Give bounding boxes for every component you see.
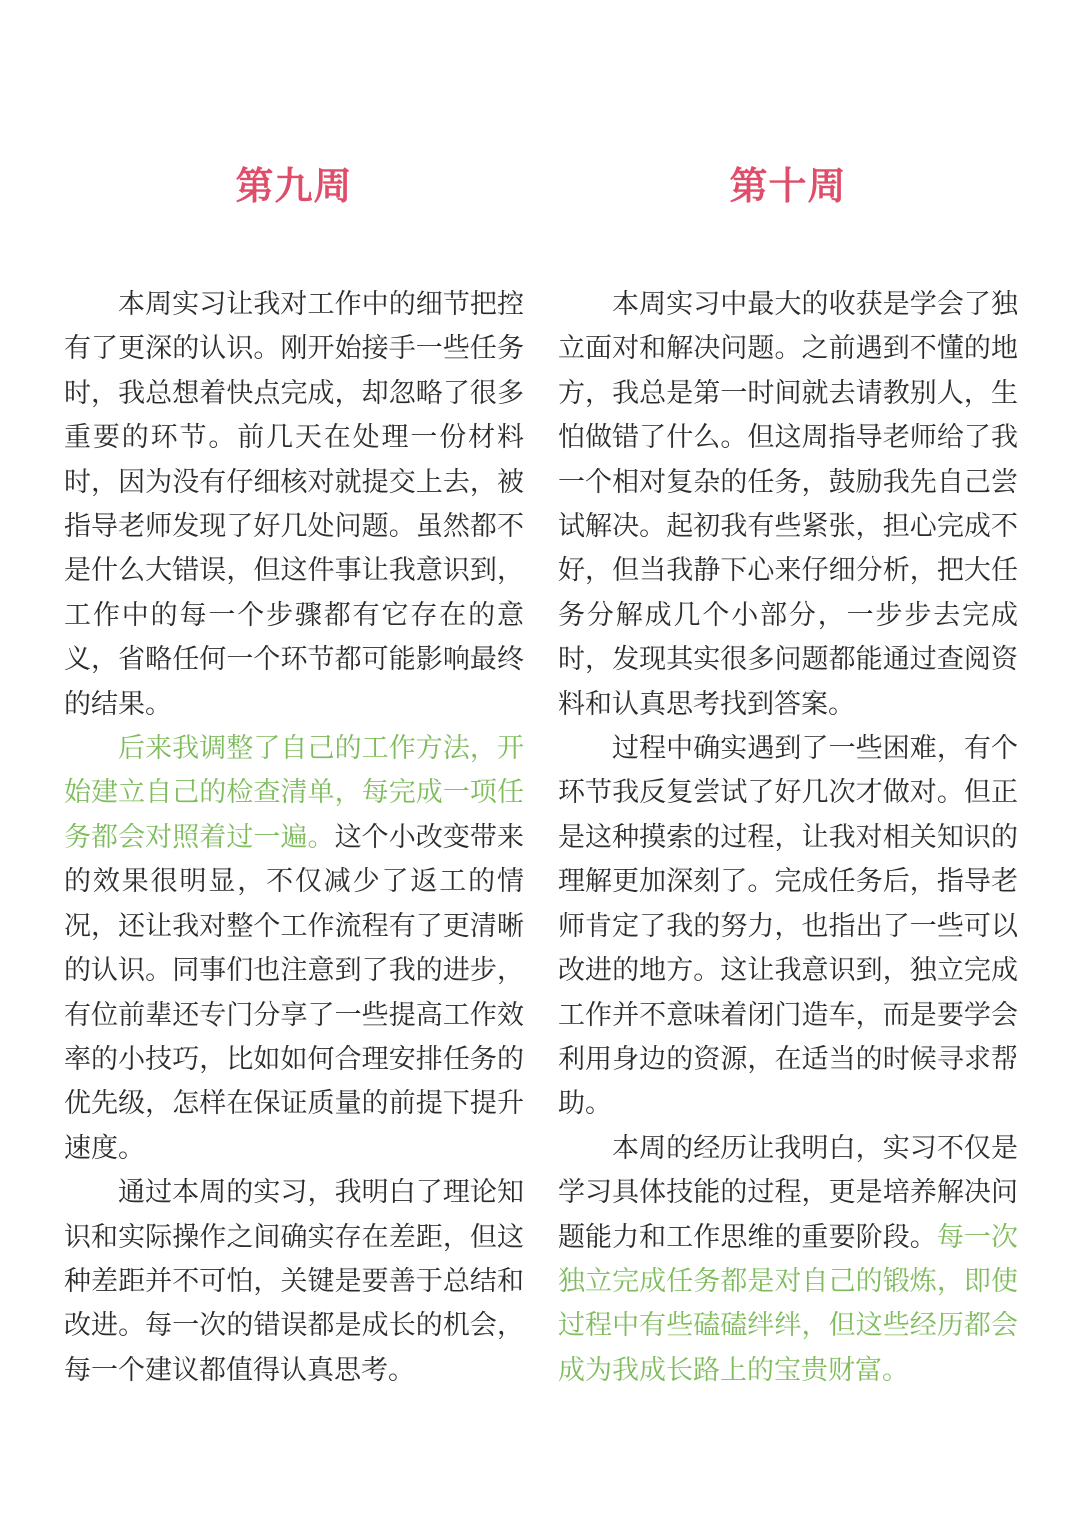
week9-highlight-text: 后来我调整了自己的工作方法，开始建立自己的检查清单，每完成一项任务都会对照着过一遍。 (64, 733, 524, 853)
week9-paragraph-3: 通过本周的实习，我明白了理论知识和实际操作之间确实存在差距，但这种差距并不可怕，关键是要善于总结和改进。每一次的错误都是成长的机会，每一个建议都值得认真思考。 (64, 1177, 524, 1386)
week10-title: 第十周 (729, 164, 847, 208)
week10-paragraph-3-start: 本周的经历让我明白，实习不仅是学习具体技能的过程，更是培养解决问题能力和工作思维的重要阶段。 (558, 1132, 1018, 1253)
week9-paragraph-2-rest: 这个小改变带来的效果很明显，不仅减少了返工的情况，还让我对整个工作流程有了更清晰的认识。同事们也注意到了我的进步，有位前辈还专门分享了一些提高工作效率的小技巧，比如如何合理安排任务的优先级，怎样在保证质量的前提下提升速度。 (64, 821, 524, 1164)
week10-paragraph-1: 本周实习中最大的收获是学会了独立面对和解决问题。之前遇到不懂的地方，我总是第一时间就去请教别人，生怕做错了什么。但这周指导老师给了我一个相对复杂的任务，鼓励我先自己尝试解决。起初我有些紧张，担心完成不好，但当我静下心来仔细分析，把大任务分解成几个小部分，一步步去完成时，发现其实很多问题都能通过查阅资料和认真思考找到答案。 (558, 289, 1018, 720)
week10-paragraph-2: 过程中确实遇到了一些困难，有个环节我反复尝试了好几次才做对。但正是这种摸索的过程，让我对相关知识的理解更加深刻了。完成任务后，指导老师肯定了我的努力，也指出了一些可以改进的地方。这让我意识到，独立完成工作并不意味着闭门造车，而是要学会利用身边的资源，在适当的时候寻求帮助。 (558, 733, 1018, 1120)
week9-body (64, 283, 524, 1393)
week9-title: 第九周 (235, 164, 353, 208)
week10-body (558, 283, 1018, 1393)
week9-paragraph-1: 本周实习让我对工作中的细节把控有了更深的认识。刚开始接手一些任务时，我总想着快点完成，却忽略了很多重要的环节。前几天在处理一份材料时，因为没有仔细核对就提交上去，被指导老师发现了好几处问题。虽然都不是什么大错误，但这件事让我意识到，工作中的每一个步骤都有它存在的意义，省略任何一个环节都可能影响最终的结果。 (64, 289, 524, 720)
week10-highlight-text: 每一次独立完成任务都是对自己的锻炼，即使过程中有些磕磕绊绊，但这些经历都会成为我成长路上的宝贵财富。 (558, 1221, 1018, 1386)
week9-paragraph-2 (64, 727, 524, 1171)
week10-paragraph-3 (558, 1127, 1018, 1393)
